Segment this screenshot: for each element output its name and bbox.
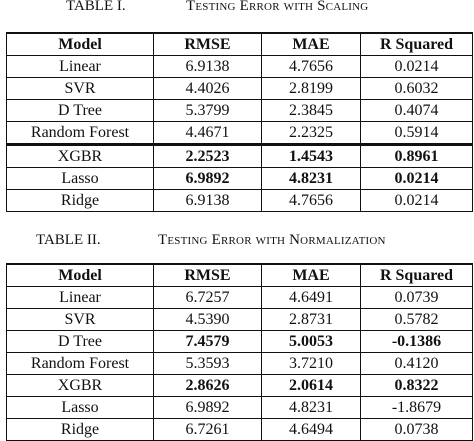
cell-rmse: 6.9892 [154, 397, 262, 419]
table-row [7, 168, 473, 190]
cell-mae: 3.7210 [262, 353, 361, 375]
table-row [7, 145, 473, 168]
cell-mae: 2.8199 [262, 78, 361, 100]
cell-model: SVR [7, 78, 154, 100]
cell-r-squared: 0.8961 [361, 145, 473, 168]
header-r-squared: R Squared [361, 264, 473, 287]
cell-model: XGBR [7, 145, 154, 168]
cell-rmse: 5.3799 [154, 100, 262, 122]
cell-rmse: 4.5390 [154, 309, 262, 331]
cell-r-squared: 0.5914 [361, 122, 473, 145]
header-mae: MAE [262, 264, 361, 287]
cell-r-squared: 0.5782 [361, 309, 473, 331]
cell-r-squared: 0.4074 [361, 100, 473, 122]
cell-mae: 4.8231 [262, 397, 361, 419]
cell-model: Random Forest [7, 353, 154, 375]
cell-r-squared: 0.0739 [361, 287, 473, 309]
header-mae: MAE [262, 33, 361, 56]
cell-mae: 1.4543 [262, 145, 361, 168]
cell-rmse: 5.3593 [154, 353, 262, 375]
table1-caption [0, 0, 474, 16]
cell-mae: 2.2325 [262, 122, 361, 145]
cell-mae: 2.8731 [262, 309, 361, 331]
table-row [7, 287, 473, 309]
cell-rmse: 6.7257 [154, 287, 262, 309]
header-rmse: RMSE [154, 33, 262, 56]
cell-mae: 5.0053 [262, 331, 361, 353]
cell-rmse: 7.4579 [154, 331, 262, 353]
table-row [7, 56, 473, 78]
table-row [7, 122, 473, 145]
table-row [7, 190, 473, 212]
cell-mae: 4.6494 [262, 419, 361, 441]
cell-r-squared: 0.0738 [361, 419, 473, 441]
cell-r-squared: 0.8322 [361, 375, 473, 397]
table2-normalization-errors [6, 263, 473, 441]
cell-rmse: 2.8626 [154, 375, 262, 397]
table2-header-row [7, 264, 473, 287]
cell-rmse: 6.7261 [154, 419, 262, 441]
table1-header-row [7, 33, 473, 56]
table-row [7, 309, 473, 331]
cell-r-squared: -1.8679 [361, 397, 473, 419]
cell-model: D Tree [7, 100, 154, 122]
cell-rmse: 4.4026 [154, 78, 262, 100]
table-row [7, 78, 473, 100]
cell-r-squared: -0.1386 [361, 331, 473, 353]
table1-title: Testing Error with Scaling [186, 0, 369, 14]
table-row [7, 353, 473, 375]
cell-model: Lasso [7, 397, 154, 419]
cell-model: Linear [7, 287, 154, 309]
cell-mae: 4.7656 [262, 56, 361, 78]
cell-model: D Tree [7, 331, 154, 353]
cell-rmse: 6.9138 [154, 190, 262, 212]
cell-r-squared: 0.0214 [361, 56, 473, 78]
header-r-squared: R Squared [361, 33, 473, 56]
cell-model: SVR [7, 309, 154, 331]
cell-mae: 2.3845 [262, 100, 361, 122]
table-row [7, 375, 473, 397]
table-row [7, 100, 473, 122]
cell-r-squared: 0.4120 [361, 353, 473, 375]
cell-r-squared: 0.0214 [361, 168, 473, 190]
cell-mae: 4.7656 [262, 190, 361, 212]
table-row [7, 419, 473, 441]
cell-model: Random Forest [7, 122, 154, 145]
cell-r-squared: 0.6032 [361, 78, 473, 100]
cell-rmse: 2.2523 [154, 145, 262, 168]
table-row [7, 331, 473, 353]
table-row [7, 397, 473, 419]
cell-model: Ridge [7, 190, 154, 212]
header-model: Model [7, 33, 154, 56]
table2-label: TABLE II. [36, 232, 101, 248]
cell-mae: 4.6491 [262, 287, 361, 309]
cell-rmse: 6.9892 [154, 168, 262, 190]
table2-caption [0, 230, 474, 250]
table1-label: TABLE I. [66, 0, 126, 14]
cell-rmse: 6.9138 [154, 56, 262, 78]
cell-r-squared: 0.0214 [361, 190, 473, 212]
cell-model: XGBR [7, 375, 154, 397]
cell-mae: 2.0614 [262, 375, 361, 397]
header-rmse: RMSE [154, 264, 262, 287]
table2-title: Testing Error with Normalization [158, 232, 386, 248]
header-model: Model [7, 264, 154, 287]
cell-mae: 4.8231 [262, 168, 361, 190]
cell-model: Lasso [7, 168, 154, 190]
table1-scaling-errors [6, 32, 473, 212]
cell-model: Ridge [7, 419, 154, 441]
cell-rmse: 4.4671 [154, 122, 262, 145]
cell-model: Linear [7, 56, 154, 78]
